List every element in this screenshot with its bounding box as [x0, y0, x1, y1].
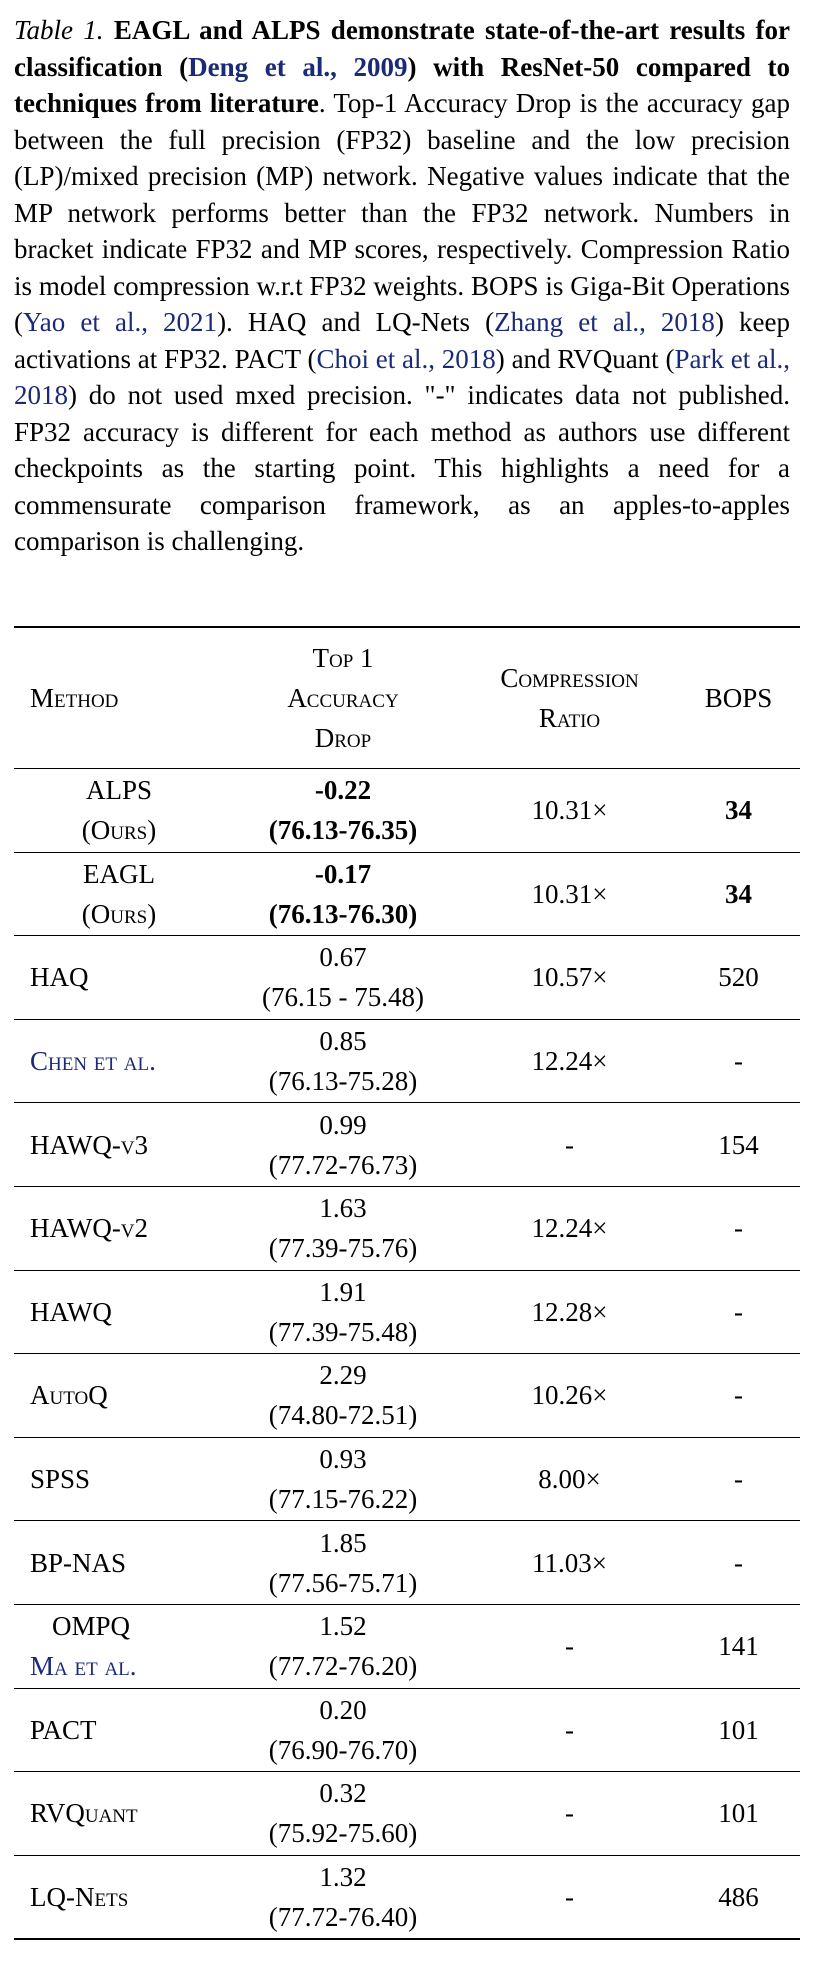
table-bottom-rule [14, 1938, 800, 1940]
compression-cell: - [565, 1129, 574, 1160]
accuracy-cell [224, 1855, 462, 1938]
accuracy-cell [224, 936, 462, 1020]
accuracy-drop: -0.22 [314, 775, 372, 806]
accuracy-range: (77.15-76.22) [268, 1484, 418, 1515]
compression-cell: - [565, 1798, 574, 1829]
accuracy-cell [224, 1270, 462, 1354]
citation-deng[interactable]: Deng et al., 2009 [188, 51, 408, 82]
citation-zhang[interactable]: Zhang et al., 2018 [494, 307, 715, 337]
accuracy-drop: 0.85 [319, 1026, 367, 1057]
accuracy-drop: 1.52 [319, 1611, 367, 1642]
method-cell: AutoQ [30, 1380, 108, 1411]
accuracy-drop: 1.32 [319, 1862, 367, 1893]
bops-cell: 486 [718, 1882, 759, 1913]
caption-bold-2: ) with ResNet-50 compared to techniques from literature [14, 51, 790, 118]
accuracy-range: (76.15 - 75.48) [262, 982, 424, 1013]
bops-cell: 154 [718, 1129, 759, 1160]
accuracy-cell [224, 1688, 462, 1772]
results-table [14, 626, 800, 1940]
accuracy-cell [224, 1437, 462, 1521]
table-row [14, 1772, 800, 1856]
accuracy-range: (76.90-76.70) [268, 1734, 418, 1765]
accuracy-drop: -0.17 [314, 858, 372, 889]
table-row [14, 852, 800, 936]
compression-cell: - [565, 1631, 574, 1662]
table-row [14, 1103, 800, 1187]
accuracy-cell [224, 1103, 462, 1187]
accuracy-range: (77.72-76.73) [268, 1149, 418, 1180]
bops-cell: 141 [718, 1631, 759, 1662]
compression-cell: 8.00× [538, 1464, 601, 1495]
table-row [14, 1270, 800, 1354]
accuracy-cell [224, 1604, 462, 1688]
accuracy-drop: 2.29 [319, 1360, 367, 1391]
citation-park[interactable]: Park et al., 2018 [14, 343, 791, 410]
table-row [14, 769, 800, 853]
caption-text-4: ) and RVQuant ( [495, 343, 675, 374]
compression-cell: 10.57× [531, 962, 608, 993]
bops-cell: 101 [718, 1714, 759, 1745]
method-cell: LQ-Nets [30, 1882, 129, 1913]
caption-bold-1: EAGL and ALPS demonstrate state-of-the-art results for classification ( [14, 15, 791, 82]
caption-text-3: ) keep activations at FP32. PACT ( [14, 307, 790, 374]
method-cell [14, 769, 224, 853]
header-method: Method [30, 683, 119, 713]
compression-cell: 12.28× [531, 1296, 608, 1327]
caption-label: Table 1. [14, 15, 104, 45]
table-row [14, 936, 800, 1020]
header-comp-line-2: Ratio [538, 703, 601, 733]
method-cell: RVQuant [30, 1798, 138, 1829]
accuracy-drop: 1.63 [319, 1193, 367, 1224]
accuracy-range: (77.39-75.76) [268, 1233, 418, 1264]
bops-cell: 101 [718, 1798, 759, 1829]
method-cell [14, 852, 224, 936]
method-cell: HAWQ [30, 1296, 112, 1327]
method-cell: PACT [30, 1714, 97, 1745]
method-note: (Ours) [81, 815, 157, 846]
accuracy-cell [224, 1772, 462, 1856]
table-row [14, 1855, 800, 1938]
caption-text-2: ). HAQ and LQ-Nets ( [217, 307, 495, 337]
bops-cell: - [734, 1213, 743, 1244]
method-name: OMPQ [52, 1611, 131, 1642]
method-cell [14, 1604, 224, 1688]
accuracy-drop: 0.67 [319, 942, 367, 973]
table-row [14, 1186, 800, 1270]
method-cell-citation[interactable]: Chen et al. [30, 1046, 156, 1077]
method-cell: HAWQ-v2 [30, 1213, 149, 1244]
compression-cell: - [565, 1882, 574, 1913]
method-note: (Ours) [81, 898, 157, 929]
bops-cell: - [734, 1296, 743, 1327]
table-row [14, 1688, 800, 1772]
compression-cell: 11.03× [532, 1547, 607, 1578]
accuracy-cell [224, 852, 462, 936]
compression-cell: 10.26× [531, 1380, 608, 1411]
header-bops: BOPS [704, 683, 773, 713]
compression-cell: 12.24× [531, 1046, 608, 1077]
accuracy-drop: 1.91 [319, 1276, 367, 1307]
compression-cell: - [565, 1714, 574, 1745]
accuracy-cell [224, 769, 462, 853]
compression-cell: 10.31× [531, 795, 608, 826]
header-compression-ratio [462, 628, 677, 769]
method-name: EAGL [83, 858, 155, 889]
accuracy-cell [224, 1354, 462, 1438]
citation-choi[interactable]: Choi et al., 2018 [316, 343, 496, 374]
header-accuracy-drop [224, 628, 462, 769]
accuracy-range: (76.13-76.30) [268, 898, 418, 929]
accuracy-drop: 0.32 [319, 1778, 367, 1809]
accuracy-cell [224, 1019, 462, 1103]
accuracy-range: (76.13-76.35) [268, 815, 418, 846]
accuracy-drop: 0.99 [319, 1109, 367, 1140]
table-row [14, 1019, 800, 1103]
accuracy-drop: 0.20 [319, 1694, 367, 1725]
compression-cell: 10.31× [531, 878, 608, 909]
table-row [14, 1437, 800, 1521]
caption-text-1: . Top-1 Accuracy Drop is the accuracy gap between the full precision (FP32) baseline and the low precision (LP)/mixed precision (MP) network. Negative values indicate that the MP network performs better than the FP32 network. Numbers in bracket indicate FP32 and MP scores, respectively. Compression Ratio is model compression w.r.t FP32 weights. BOPS is Giga-Bit Operations ( [14, 88, 790, 337]
caption-text-5: ) do not used mxed precision. "-" indicates data not published. FP32 accuracy is different for each method as authors use different checkpoints as the starting point. This highlights a need for a commensurate comparison framework, as an apples-to-apples comparison is challenging. [14, 380, 790, 556]
method-cell: HAWQ-v3 [30, 1129, 149, 1160]
accuracy-range: (77.39-75.48) [268, 1316, 418, 1347]
table-row [14, 1354, 800, 1438]
header-acc-line-3: Drop [314, 723, 372, 753]
bops-cell: - [734, 1046, 743, 1077]
table-row [14, 1521, 800, 1605]
method-cell: HAQ [30, 962, 89, 993]
accuracy-drop: 1.85 [319, 1527, 367, 1558]
accuracy-range: (74.80-72.51) [268, 1400, 418, 1431]
table-row [14, 1604, 800, 1688]
method-cell: SPSS [30, 1464, 91, 1495]
accuracy-cell [224, 1521, 462, 1605]
accuracy-cell [224, 1186, 462, 1270]
table-header-row [14, 628, 800, 769]
method-name: ALPS [85, 775, 153, 806]
table-caption [14, 12, 790, 560]
method-cell: BP-NAS [30, 1547, 127, 1578]
bops-cell: 34 [725, 878, 752, 909]
accuracy-range: (76.13-75.28) [268, 1066, 418, 1097]
header-acc-line-2: Accuracy [287, 683, 399, 713]
bops-cell: 520 [718, 962, 759, 993]
accuracy-drop: 0.93 [319, 1444, 367, 1475]
header-comp-line-1: Compression [500, 663, 639, 693]
bops-cell: 34 [725, 795, 752, 826]
method-citation[interactable]: Ma et al. [30, 1651, 137, 1682]
compression-cell: 12.24× [531, 1213, 608, 1244]
citation-yao[interactable]: Yao et al., 2021 [23, 307, 218, 337]
accuracy-range: (77.72-76.40) [268, 1902, 418, 1933]
accuracy-range: (75.92-75.60) [268, 1818, 418, 1849]
header-acc-line-1: Top 1 [312, 643, 374, 673]
bops-cell: - [734, 1380, 743, 1411]
bops-cell: - [734, 1464, 743, 1495]
accuracy-range: (77.56-75.71) [268, 1567, 418, 1598]
bops-cell: - [734, 1547, 743, 1578]
accuracy-range: (77.72-76.20) [268, 1651, 418, 1682]
